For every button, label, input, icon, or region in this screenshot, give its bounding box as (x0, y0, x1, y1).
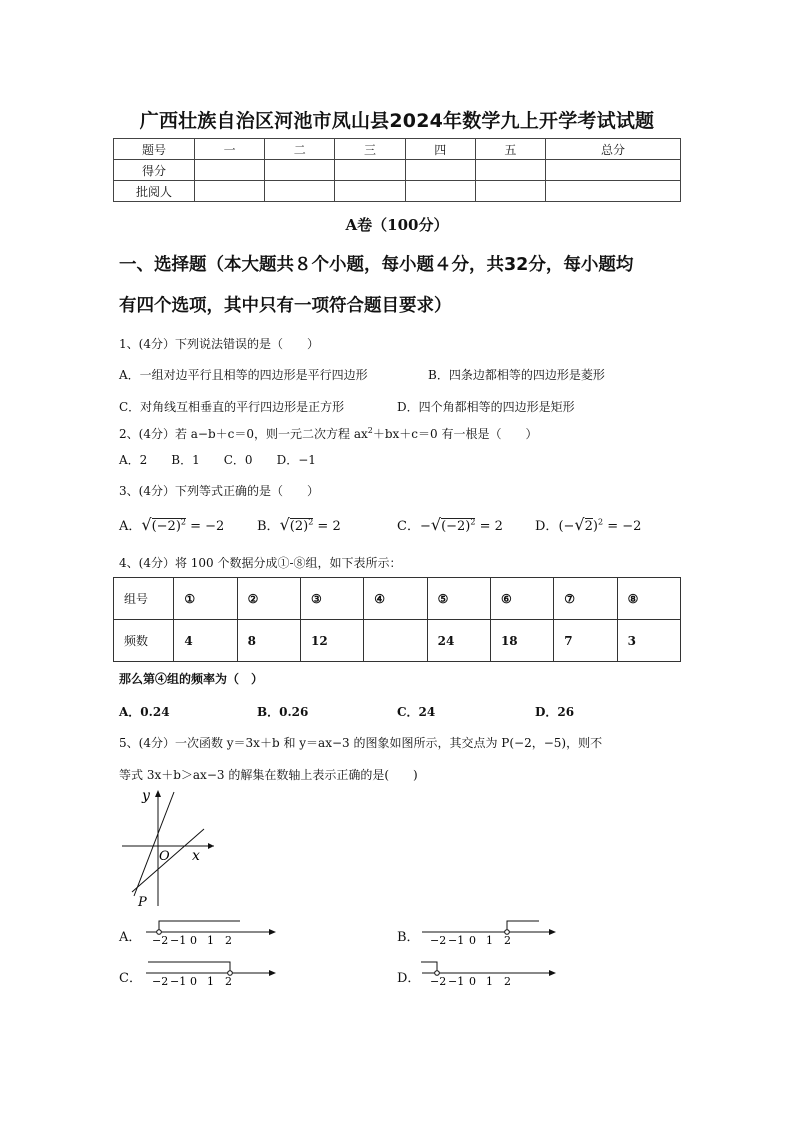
q3-c-rhs: = 2 (479, 519, 503, 534)
q2-stem-prefix: 2、(4分）若 a−b＋c＝0，则一元二次方程 ax (119, 427, 368, 441)
q5-number-line-a (142, 918, 282, 948)
q4-option-d: D．26 (535, 705, 575, 719)
tick-label: 2 (225, 934, 232, 947)
q3-d-rhs: = −2 (607, 519, 642, 534)
q3-b-label: B． (257, 519, 280, 534)
q3-b-exp: 2 (308, 517, 314, 527)
solution-ray (159, 921, 240, 932)
tick-label: −1 (170, 934, 187, 947)
tick-label: −1 (448, 934, 465, 947)
sqrt-icon: √ (279, 515, 290, 534)
freq-cell: 频数 (114, 620, 174, 662)
q3-options (119, 515, 224, 534)
tick-label: 0 (469, 934, 476, 947)
score-input-cell[interactable] (335, 160, 405, 181)
q3-c-exp: 2 (470, 517, 476, 527)
q5-option-d-label: D． (397, 971, 421, 986)
tick-label: 0 (469, 975, 476, 988)
tick-label: 2 (225, 975, 232, 988)
q3-a-radicand (152, 518, 186, 534)
graph-label-p: P (138, 895, 147, 910)
solution-ray (507, 921, 539, 932)
score-cell: 一 (195, 139, 265, 160)
q3-b-inner: (2) (289, 519, 309, 534)
freq-cell: 4 (174, 620, 237, 662)
q1-option-b: B．四条边都相等的四边形是菱形 (428, 368, 605, 382)
q4-question: 那么第④组的频率为（ ） (119, 672, 264, 686)
tick-label: 0 (190, 934, 197, 947)
tick-label: 2 (504, 934, 511, 947)
score-cell: 总分 (546, 139, 681, 160)
q3-option-b (257, 515, 341, 534)
score-input-cell[interactable] (265, 181, 335, 202)
q5-option-a-label: A． (119, 930, 142, 945)
q3-c-minus: − (419, 519, 431, 534)
q3-c-label: C． (397, 519, 420, 534)
score-input-cell[interactable] (335, 181, 405, 202)
graph-label-x: x (192, 848, 200, 864)
score-row-label: 批阅人 (114, 181, 195, 202)
freq-cell: 7 (554, 620, 617, 662)
q5-number-line-d (418, 959, 563, 989)
frequency-row-group (114, 578, 681, 620)
q2-options: A．2 B．1 C．0 D．−1 (119, 453, 316, 467)
tick-label: −2 (152, 975, 169, 988)
tick-label: 1 (486, 975, 493, 988)
sqrt-icon: √ (574, 515, 585, 534)
q3-a-label: A． (119, 519, 142, 534)
freq-cell: ④ (364, 578, 427, 620)
score-input-cell[interactable] (475, 160, 545, 181)
arrow-icon (549, 929, 556, 935)
q3-option-a (119, 515, 225, 534)
score-input-cell[interactable] (265, 160, 335, 181)
graph-label-origin: O (159, 849, 170, 864)
q1-option-c: C．对角线互相垂直的平行四边形是正方形 (119, 400, 345, 414)
exam-title: 广西壮族自治区河池市凤山县2024年数学九上开学考试试题 (139, 110, 655, 132)
q3-d-prefix: (− (558, 519, 575, 534)
tick-label: −1 (170, 975, 187, 988)
solution-ray (148, 962, 230, 973)
q5-option-c-label: C． (119, 971, 142, 986)
q4-option-b: B．0.26 (257, 705, 309, 719)
q3-option-d (535, 515, 641, 534)
solution-ray (421, 962, 437, 973)
q2-stem (119, 425, 537, 442)
arrow-icon (269, 970, 276, 976)
q3-b-radicand (290, 518, 314, 534)
q3-d-radicand: 2 (584, 519, 593, 534)
score-cell: 题号 (114, 139, 195, 160)
q5-number-line-b (418, 918, 563, 948)
q2-exponent: 2 (367, 426, 373, 435)
q2-stem-rest: ＋bx＋c＝0 有一根是（ ） (372, 427, 538, 441)
q3-d-exp: 2 (597, 517, 604, 527)
q3-stem: 3、(4分）下列等式正确的是（ ） (119, 484, 319, 498)
q1-option-a: A．一组对边平行且相等的四边形是平行四边形 (119, 368, 368, 382)
sqrt-icon: √ (430, 515, 442, 534)
score-row-label: 得分 (114, 160, 195, 181)
freq-cell: ② (237, 578, 300, 620)
line-y-3x-plus-b (134, 792, 174, 896)
frequency-row-count (114, 620, 681, 662)
arrow-icon (549, 970, 556, 976)
freq-cell: 组号 (114, 578, 174, 620)
freq-cell: ⑤ (427, 578, 490, 620)
tick-label: 0 (190, 975, 197, 988)
q5-number-line-c (142, 959, 282, 989)
tick-label: −2 (152, 934, 169, 947)
score-input-cell[interactable] (405, 160, 475, 181)
score-input-cell[interactable] (195, 181, 265, 202)
q3-d-paren: ) (592, 519, 598, 534)
tick-label: 1 (486, 934, 493, 947)
q3-option-c (397, 515, 503, 534)
tick-label: −1 (448, 975, 465, 988)
q5-stem: 5、(4分）一次函数 y＝3x＋b 和 y＝ax−3 的图象如图所示，其交点为 P(−2，−5)，则不 (119, 736, 603, 750)
tick-label: −2 (430, 934, 447, 947)
score-table-row (114, 160, 681, 181)
score-table-row (114, 181, 681, 202)
score-input-cell[interactable] (546, 181, 681, 202)
score-input-cell[interactable] (405, 181, 475, 202)
q3-b-rhs: = 2 (317, 519, 341, 534)
q4-option-c: C．24 (397, 705, 436, 719)
score-cell: 五 (475, 139, 545, 160)
freq-cell: 8 (237, 620, 300, 662)
tick-label: 1 (207, 934, 214, 947)
score-cell: 二 (265, 139, 335, 160)
freq-cell: 18 (490, 620, 553, 662)
q5-stem-2: 等式 3x＋b＞ax−3 的解集在数轴上表示正确的是( ) (119, 768, 418, 782)
score-input-cell[interactable] (195, 160, 265, 181)
y-axis-arrow-icon (155, 790, 161, 797)
tick-label: −2 (430, 975, 447, 988)
q3-a-exp: 2 (180, 517, 186, 527)
linear-functions-graph (114, 784, 224, 910)
q1-option-d: D．四个角都相等的四边形是矩形 (397, 400, 575, 414)
tick-label: 2 (504, 975, 511, 988)
freq-cell: ⑥ (490, 578, 553, 620)
q4-option-a: A．0.24 (119, 705, 170, 719)
freq-cell: ③ (300, 578, 363, 620)
score-table-header-row (114, 139, 681, 160)
score-cell: 三 (335, 139, 405, 160)
q3-c-radicand (441, 518, 475, 534)
score-table (113, 138, 681, 202)
frequency-table (113, 577, 681, 662)
score-input-cell[interactable] (475, 181, 545, 202)
score-cell: 四 (405, 139, 475, 160)
q4-stem: 4、(4分）将 100 个数据分成①-⑧组，如下表所示： (119, 556, 402, 570)
q1-stem: 1、(4分）下列说法错误的是（ ） (119, 337, 319, 351)
freq-cell: 3 (617, 620, 680, 662)
paper-a-heading: A卷（100分） (345, 216, 449, 234)
tick-label: 1 (207, 975, 214, 988)
q3-d-label: D． (535, 519, 559, 534)
q5-option-b-label: B． (397, 930, 420, 945)
q3-a-inner: (−2) (151, 519, 181, 534)
q3-a-rhs: = −2 (190, 519, 225, 534)
freq-cell (364, 620, 427, 662)
sqrt-icon: √ (141, 515, 152, 534)
x-axis-arrow-icon (208, 843, 214, 849)
arrow-icon (269, 929, 276, 935)
freq-cell: 24 (427, 620, 490, 662)
freq-cell: ① (174, 578, 237, 620)
graph-label-y: y (142, 788, 150, 804)
freq-cell: ⑦ (554, 578, 617, 620)
freq-cell: 12 (300, 620, 363, 662)
score-input-cell[interactable] (546, 160, 681, 181)
section-one-heading-line2: 有四个选项，其中只有一项符合题目要求） (119, 296, 452, 316)
section-one-heading-line1: 一、选择题（本大题共８个小题，每小题４分，共32分，每小题均 (119, 255, 634, 275)
q3-c-inner: (−2) (441, 519, 471, 534)
freq-cell: ⑧ (617, 578, 680, 620)
